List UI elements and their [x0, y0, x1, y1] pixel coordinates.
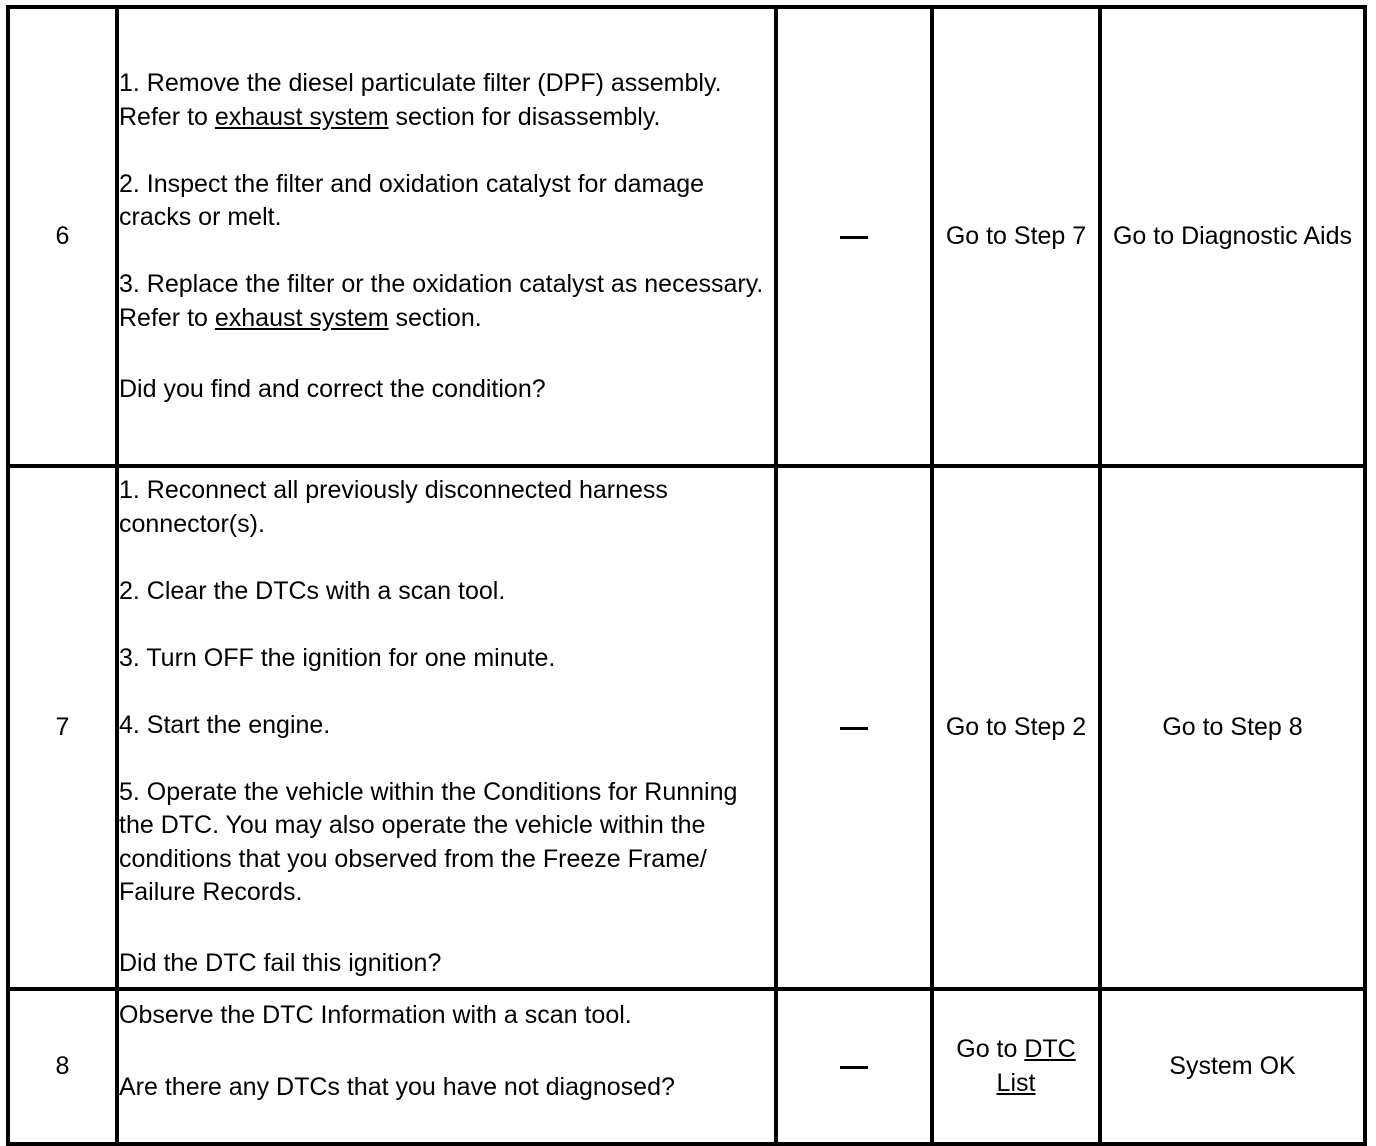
action-cell — [117, 466, 776, 989]
action-step-3 — [119, 268, 774, 335]
step-number: 8 — [8, 989, 117, 1144]
yes-cell — [932, 989, 1100, 1144]
action-cell — [117, 989, 776, 1144]
no-cell: Go to Diagnostic Aids — [1100, 7, 1365, 466]
action-cell — [117, 7, 776, 466]
spacer — [119, 608, 774, 642]
value-cell — [776, 466, 932, 989]
action-step-1 — [119, 67, 774, 134]
spacer — [119, 910, 774, 944]
exhaust-system-link[interactable]: exhaust system — [214, 303, 389, 332]
value-cell — [776, 989, 932, 1144]
action-text: section for disassembly. — [388, 102, 661, 131]
yes-cell: Go to Step 2 — [932, 466, 1100, 989]
action-text: section. — [388, 303, 482, 332]
dash-mark — [840, 236, 868, 239]
action-step-1: Observe the DTC Information with a scan tool. — [119, 1001, 632, 1029]
table-row — [8, 466, 1365, 989]
step-number: 6 — [8, 7, 117, 466]
no-cell: Go to Step 8 — [1100, 466, 1365, 989]
action-step-5: 5. Operate the vehicle within the Conditions for Running the DTC. You may also operate the vehicle within the conditions that you observed from the Freeze Frame/ Failure Records. — [119, 777, 738, 907]
diagnostic-table — [6, 5, 1367, 1146]
action-question: Are there any DTCs that you have not diagnosed? — [119, 1072, 675, 1101]
spacer — [119, 134, 774, 168]
action-step-4: 4. Start the engine. — [119, 710, 331, 739]
action-question: Did the DTC fail this ignition? — [119, 949, 442, 978]
yes-cell: Go to Step 7 — [932, 7, 1100, 466]
value-cell — [776, 7, 932, 466]
spacer — [119, 541, 774, 575]
action-step-3: 3. Turn OFF the ignition for one minute. — [119, 643, 556, 672]
dtc-list-link[interactable]: DTC List — [996, 1035, 1076, 1097]
action-question: Did you find and correct the condition? — [119, 374, 546, 403]
exhaust-system-link[interactable]: exhaust system — [214, 102, 389, 131]
table-row — [8, 7, 1365, 466]
action-text: 3. Replace the filter or the oxidation catalyst as necessary. Refer to — [119, 270, 764, 332]
table-row — [8, 989, 1365, 1144]
action-step-2: 2. Clear the DTCs with a scan tool. — [119, 576, 506, 605]
action-step-1: 1. Reconnect all previously disconnected harness connector(s). — [119, 476, 668, 538]
spacer — [119, 335, 774, 369]
step-number: 7 — [8, 466, 117, 989]
spacer — [119, 235, 774, 269]
action-step-2: 2. Inspect the filter and oxidation catalyst for damage cracks or melt. — [119, 169, 705, 231]
yes-text: Go to — [956, 1035, 1025, 1063]
action-text: 1. Remove the diesel particulate filter (DPF) assembly. Refer to — [119, 69, 722, 131]
spacer — [119, 742, 774, 776]
no-cell: System OK — [1100, 989, 1365, 1144]
dash-mark — [840, 727, 868, 730]
spacer — [119, 675, 774, 709]
spacer — [119, 1033, 774, 1071]
dash-mark — [840, 1066, 868, 1069]
